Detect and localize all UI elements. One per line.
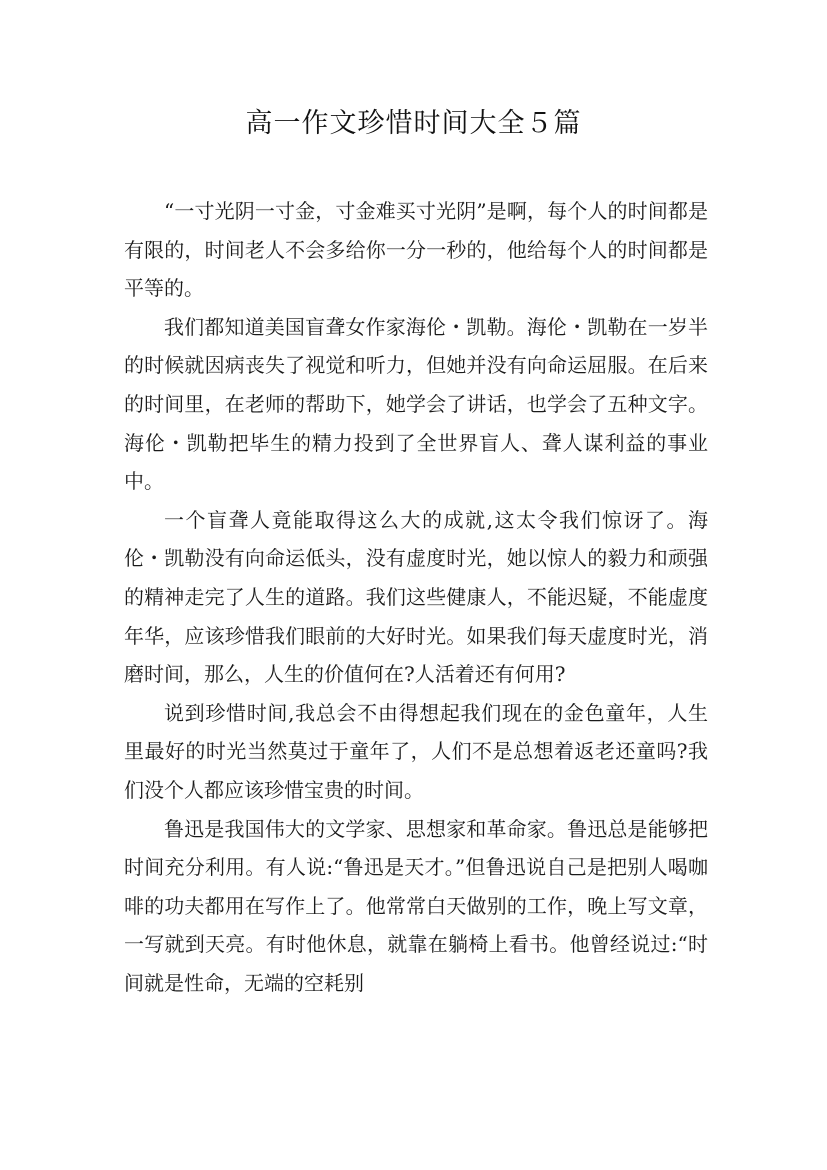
document-body	[124, 192, 708, 1002]
paragraph: “一寸光阴一寸金，寸金难买寸光阴”是啊，每个人的时间都是有限的，时间老人不会多给你一分一秒的，他给每个人的时间都是平等的。	[124, 199, 708, 301]
paragraph: 说到珍惜时间,我总会不由得想起我们现在的金色童年，人生里最好的时光当然莫过于童年了，人们不是总想着返老还童吗?我们没个人都应该珍惜宝贵的时间。	[124, 700, 708, 802]
paragraph: 我们都知道美国盲聋女作家海伦・凯勒。海伦・凯勒在一岁半的时候就因病丧失了视觉和听力，但她并没有向命运屈服。在后来的时间里，在老师的帮助下，她学会了讲话，也学会了五种文字。海伦・凯勒把毕生的精力投到了全世界盲人、聋人谋利益的事业中。	[124, 314, 708, 494]
page-title: 高一作文珍惜时间大全５篇	[245, 108, 582, 139]
paragraph: 鲁迅是我国伟大的文学家、思想家和革命家。鲁迅总是能够把时间充分利用。有人说:“鲁迅是天才。”但鲁迅说自己是把别人喝咖啡的功夫都用在写作上了。他常常白天做别的工作，晚上写文章，一写就到天亮。有时他休息，就靠在躺椅上看书。他曾经说过:“时间就是性命，无端的空耗别	[124, 816, 708, 995]
paragraph: 一个盲聋人竟能取得这么大的成就,这太令我们惊讶了。海伦・凯勒没有向命运低头，没有虚度时光，她以惊人的毅力和顽强的精神走完了人生的道路。我们这些健康人，不能迟疑，不能虚度年华，应该珍惜我们眼前的大好时光。如果我们每天虚度时光，消磨时间，那么，人生的价值何在?人活着还有何用?	[124, 507, 708, 687]
